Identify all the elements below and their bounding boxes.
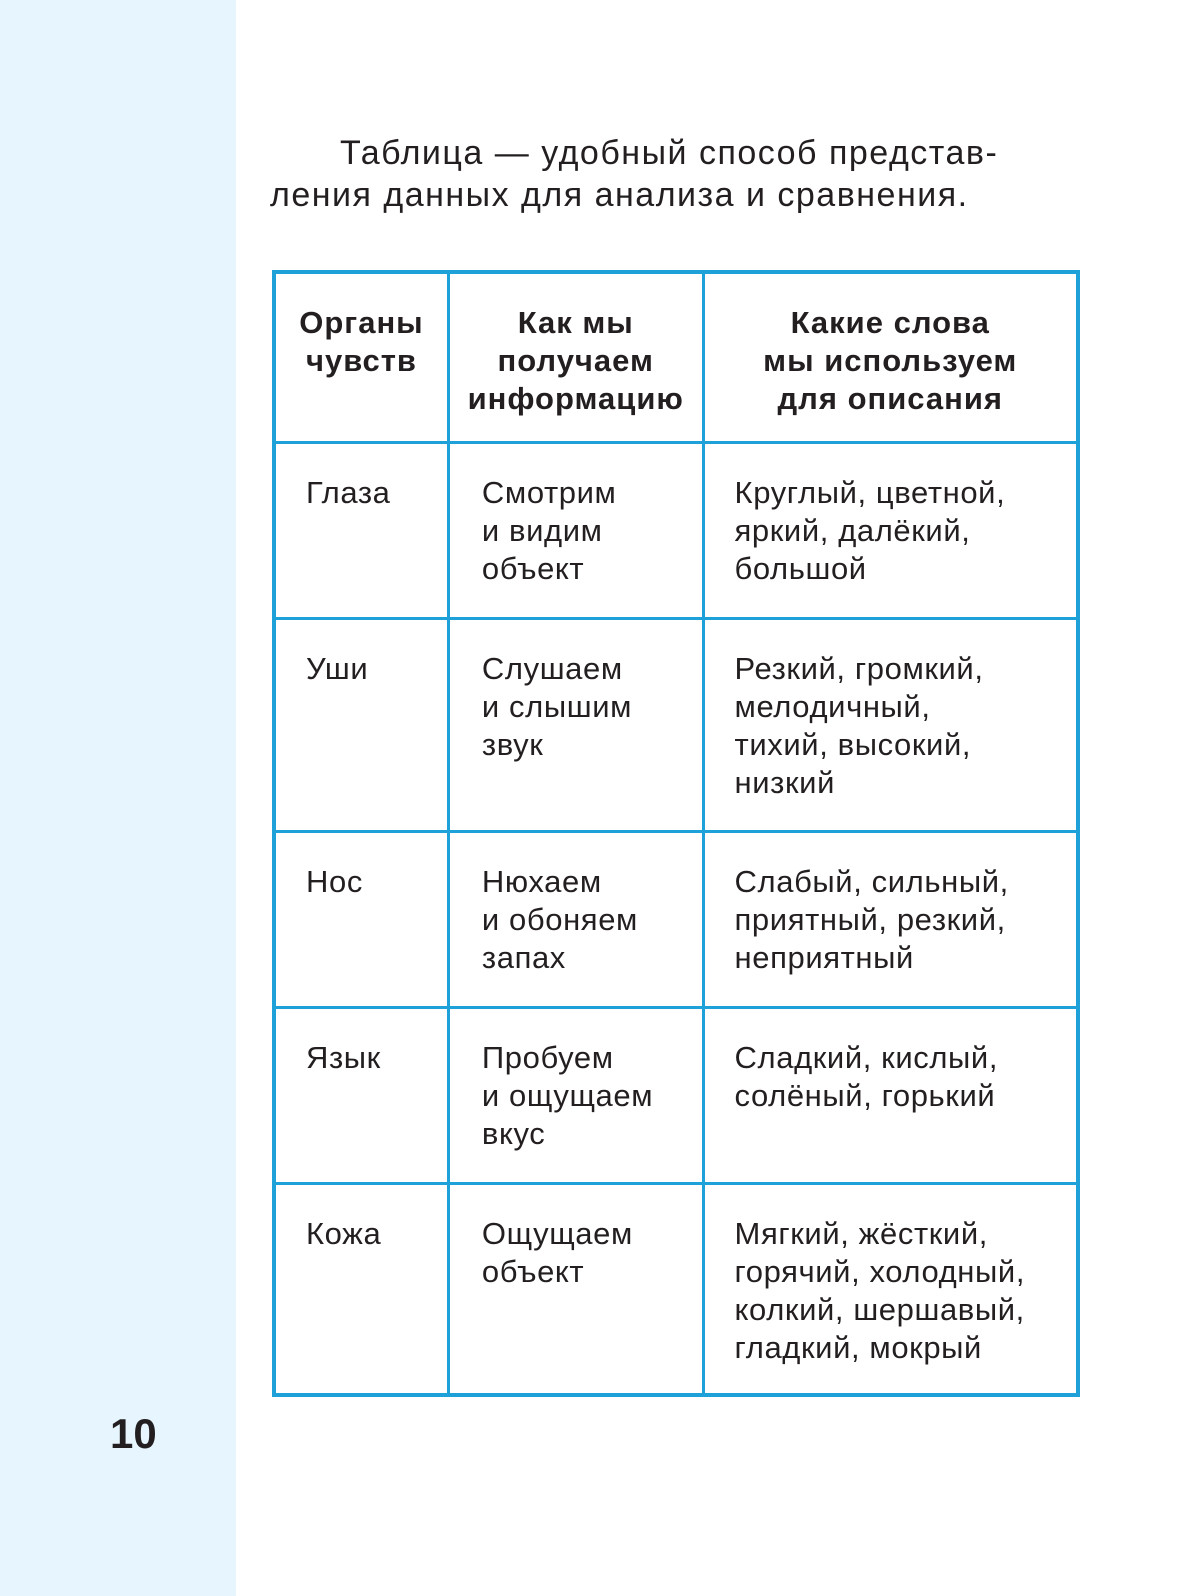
table-body — [274, 442, 1078, 1395]
how-text: объект — [481, 550, 585, 586]
how-text: и видим — [481, 512, 603, 548]
table-row — [274, 1007, 1078, 1183]
header-text: Органы — [299, 305, 424, 340]
header-text: информацию — [467, 381, 684, 416]
how-cell — [448, 618, 703, 831]
how-cell — [448, 1183, 703, 1395]
organ-cell — [274, 831, 448, 1007]
how-text: Ощущаем — [481, 1215, 633, 1251]
how-text: и слышим — [481, 688, 633, 724]
header-organs — [274, 272, 448, 442]
header-how — [448, 272, 703, 442]
organ-name: Уши — [306, 650, 369, 686]
table-row — [274, 618, 1078, 831]
words-text: горячий, холодный, — [734, 1253, 1026, 1289]
how-text: Пробуем — [481, 1039, 614, 1075]
how-text: Нюхаем — [481, 863, 602, 899]
how-text: запах — [481, 939, 566, 975]
words-text: солёный, горький — [734, 1077, 996, 1113]
page-number: 10 — [110, 1410, 157, 1457]
how-text: вкус — [481, 1115, 546, 1151]
words-text: Круглый, цветной, — [734, 474, 1006, 510]
how-text: звук — [481, 726, 544, 762]
words-cell — [703, 1007, 1078, 1183]
how-cell — [448, 831, 703, 1007]
organ-name: Нос — [306, 863, 363, 899]
words-text: мелодичный, — [734, 688, 931, 724]
how-text: Слушаем — [481, 650, 623, 686]
header-text: чувств — [305, 343, 417, 378]
header-text: получаем — [497, 343, 654, 378]
how-text: и обоняем — [481, 901, 638, 937]
how-text: объект — [481, 1253, 585, 1289]
header-text: для описания — [777, 381, 1004, 416]
organ-cell — [274, 442, 448, 618]
table-row — [274, 1183, 1078, 1395]
words-text: Мягкий, жёсткий, — [734, 1215, 988, 1251]
words-text: неприятный — [734, 939, 914, 975]
header-words — [703, 272, 1078, 442]
header-text: Какие слова — [790, 305, 990, 340]
header-row — [274, 272, 1078, 442]
words-text: Резкий, громкий, — [734, 650, 984, 686]
intro-line-2: ления данных для анализа и сравнения. — [270, 176, 969, 214]
words-cell — [703, 442, 1078, 618]
table-row — [274, 442, 1078, 618]
page-margin-strip — [0, 0, 236, 1596]
header-text: мы используем — [763, 343, 1018, 378]
how-text: Смотрим — [481, 474, 617, 510]
organ-name: Язык — [306, 1039, 381, 1075]
organ-name: Глаза — [306, 474, 391, 510]
header-text: Как мы — [517, 305, 634, 340]
words-cell — [703, 618, 1078, 831]
words-text: Слабый, сильный, — [734, 863, 1009, 899]
senses-table — [272, 270, 1080, 1397]
organ-cell — [274, 1007, 448, 1183]
words-text: тихий, высокий, — [734, 726, 972, 762]
words-text: колкий, шершавый, — [734, 1291, 1025, 1327]
how-text: и ощущаем — [481, 1077, 654, 1113]
words-text: гладкий, мокрый — [734, 1329, 982, 1365]
words-text: низкий — [734, 764, 835, 800]
table-row — [274, 831, 1078, 1007]
how-cell — [448, 1007, 703, 1183]
organ-name: Кожа — [306, 1215, 382, 1251]
words-cell — [703, 831, 1078, 1007]
words-cell — [703, 1183, 1078, 1395]
words-text: Сладкий, кислый, — [734, 1039, 999, 1075]
words-text: большой — [734, 550, 867, 586]
organ-cell — [274, 1183, 448, 1395]
words-text: приятный, резкий, — [734, 901, 1006, 937]
how-cell — [448, 442, 703, 618]
table-header — [274, 272, 1078, 442]
words-text: яркий, далёкий, — [734, 512, 971, 548]
intro-paragraph — [270, 132, 1090, 216]
organ-cell — [274, 618, 448, 831]
intro-line-1: Таблица — удобный способ представ- — [340, 134, 999, 172]
